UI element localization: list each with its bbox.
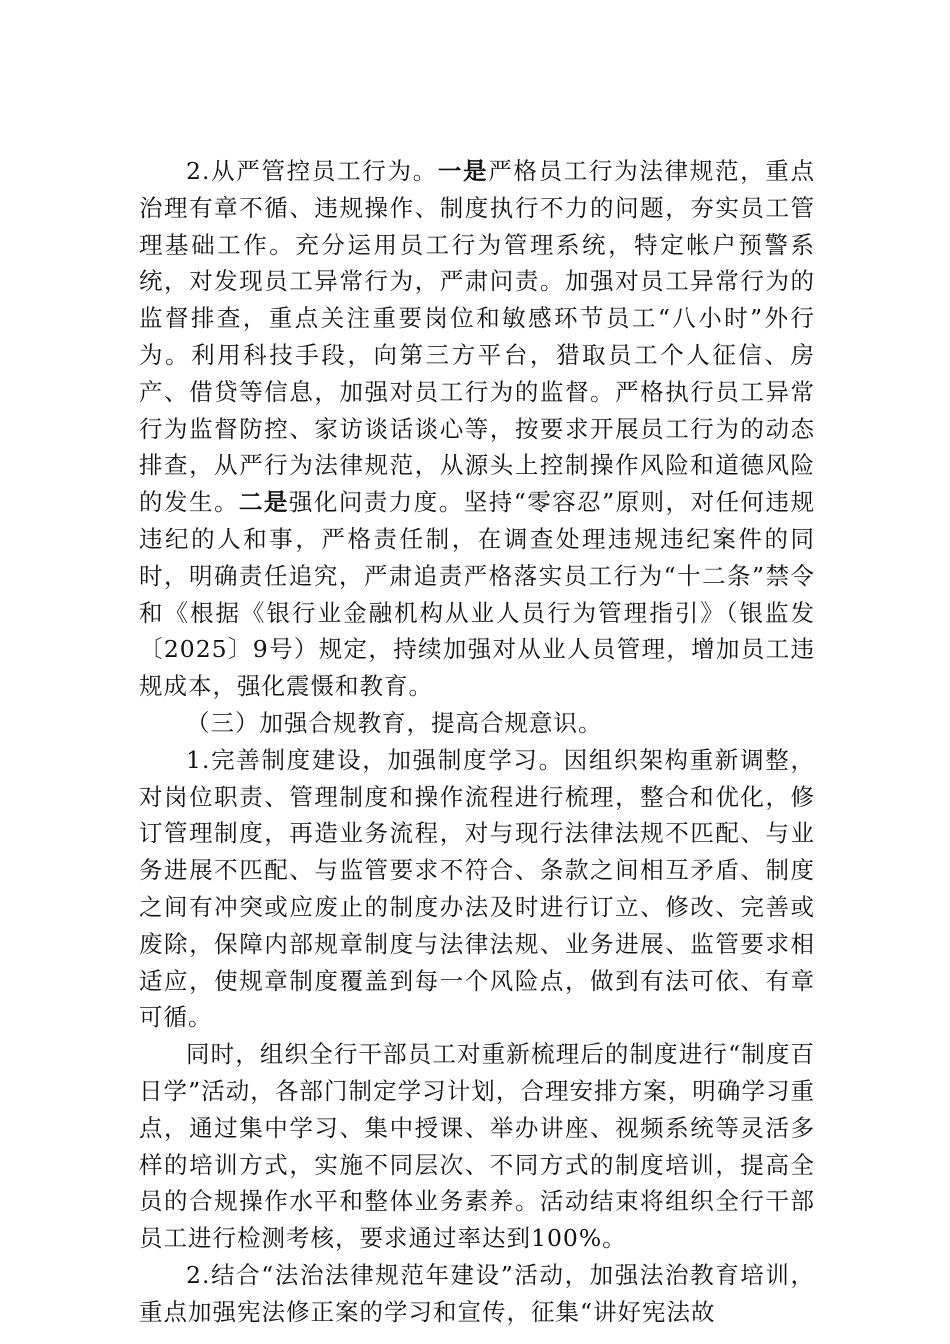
paragraph-study-activity: 同时，组织全行干部员工对重新梳理后的制度进行“制度百日学”活动，各部门制定学习计划，合理安排方案，明确学习重点，通过集中学习、集中授课、举办讲座、视频系统等灵活多样的培训方式，实施不同层次、不同方式的制度培训，提高全员的合规操作水平和整体业务素养。活动结束将组织全行干部员工进行检测考核，要求通过率达到100%。: [139, 1040, 815, 1253]
section-heading: （三）加强合规教育，提高合规意识。: [186, 708, 603, 737]
paragraph-legal-education: 2.结合“法治法律规范年建设”活动，加强法治教育培训，重点加强宪法修正案的学习和宣传，征集“讲好宪法故: [139, 1260, 815, 1326]
paragraph-system-building: 1.完善制度建设，加强制度学习。因组织架构重新调整，对岗位职责、管理制度和操作流程进行梳理，整合和优化，修订管理制度，再造业务流程，对与现行法律法规不匹配、与业务进展不匹配、与监管要求不符合、条款之间相互矛盾、制度之间有冲突或应废止的制度办法及时进行订立、修改、完善或废除，保障内部规章制度与法律法规、业务进展、监管要求相适应，使规章制度覆盖到每一个风险点，做到有法可依、有章可循。: [139, 745, 815, 1032]
paragraph-employee-conduct: [139, 153, 815, 705]
paragraph-text: 严格员工行为法律规范，重点治理有章不循、违规操作、制度执行不力的问题，夯实员工管理基础工作。充分运用员工行为管理系统，特定帐户预警系统，对发现员工异常行为，严肃问责。加强对员工异常行为的监督排查，重点关注重要岗位和敏感环节员工“八小时”外行为。利用科技手段，向第三方平台，猎取员工个人征信、房产、借贷等信息，加强对员工行为的监督。严格执行员工异常行为监督防控、家访谈话谈心等，按要求开展员工行为的动态排查，从严行为法律规范，从源头上控制操作风险和道德风险的发生。: [139, 157, 816, 517]
bold-marker-first: 一是: [437, 157, 489, 185]
paragraph-lead: 2.从严管控员工行为。: [186, 157, 438, 185]
document-body: [139, 153, 815, 1331]
bold-marker-second: 二是: [238, 488, 289, 517]
paragraph-text: 强化问责力度。坚持“零容忍”原则，对任何违规违纪的人和事，严格责任制，在调查处理违规违纪案件的同时，明确责任追究，严肃追责严格落实员工行为“十二条”禁令和《根据《银行业金融机构从业人员行为管理指引》（银监发〔2025〕9号）规定，持续加强对从业人员管理，增加员工违规成本，强化震慑和教育。: [139, 488, 816, 701]
